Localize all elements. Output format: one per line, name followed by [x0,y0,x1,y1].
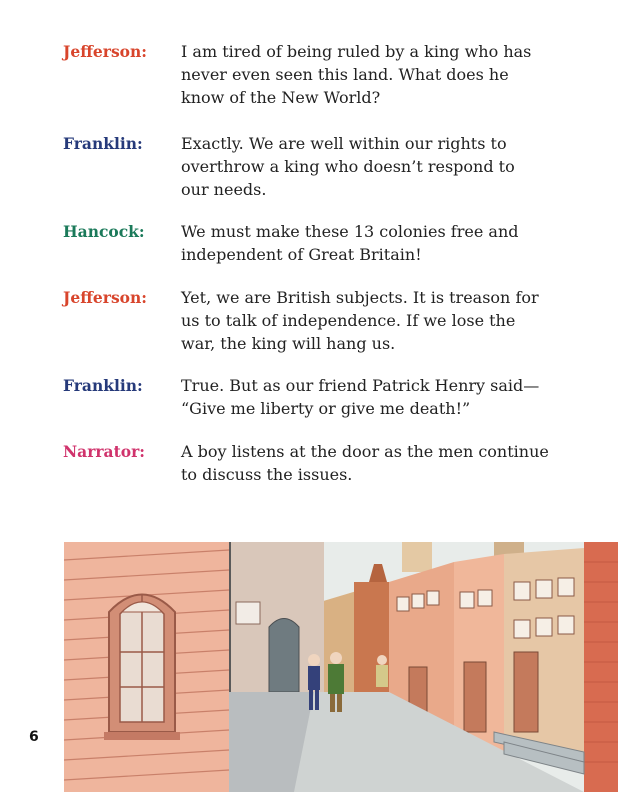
speaker-name: Narrator: [63,442,145,461]
speech-text: True. But as our friend Patrick Henry said— “Give me liberty or give me death!” [181,376,540,418]
speaker-name: Franklin: [63,376,143,395]
speaker-name: Jefferson: [63,42,148,61]
speaker-name: Hancock: [63,222,145,241]
speech-text: A boy listens at the door as the men continue to discuss the issues. [181,442,549,484]
speech-text: We must make these 13 colonies free and independent of Great Britain! [181,222,519,264]
speaker-name: Franklin: [63,134,143,153]
colonial-street-illustration [64,542,618,792]
speech-text: I am tired of being ruled by a king who has never even seen this land. What does he know of the New World? [181,42,532,107]
speaker-name: Jefferson: [63,288,148,307]
speech-text: Exactly. We are well within our rights to overthrow a king who doesn’t respond to our needs. [181,134,515,199]
page-number: 6 [29,729,39,745]
speech-text: Yet, we are British subjects. It is treason for us to talk of independence. If we lose the war, the king will hang us. [181,288,539,353]
